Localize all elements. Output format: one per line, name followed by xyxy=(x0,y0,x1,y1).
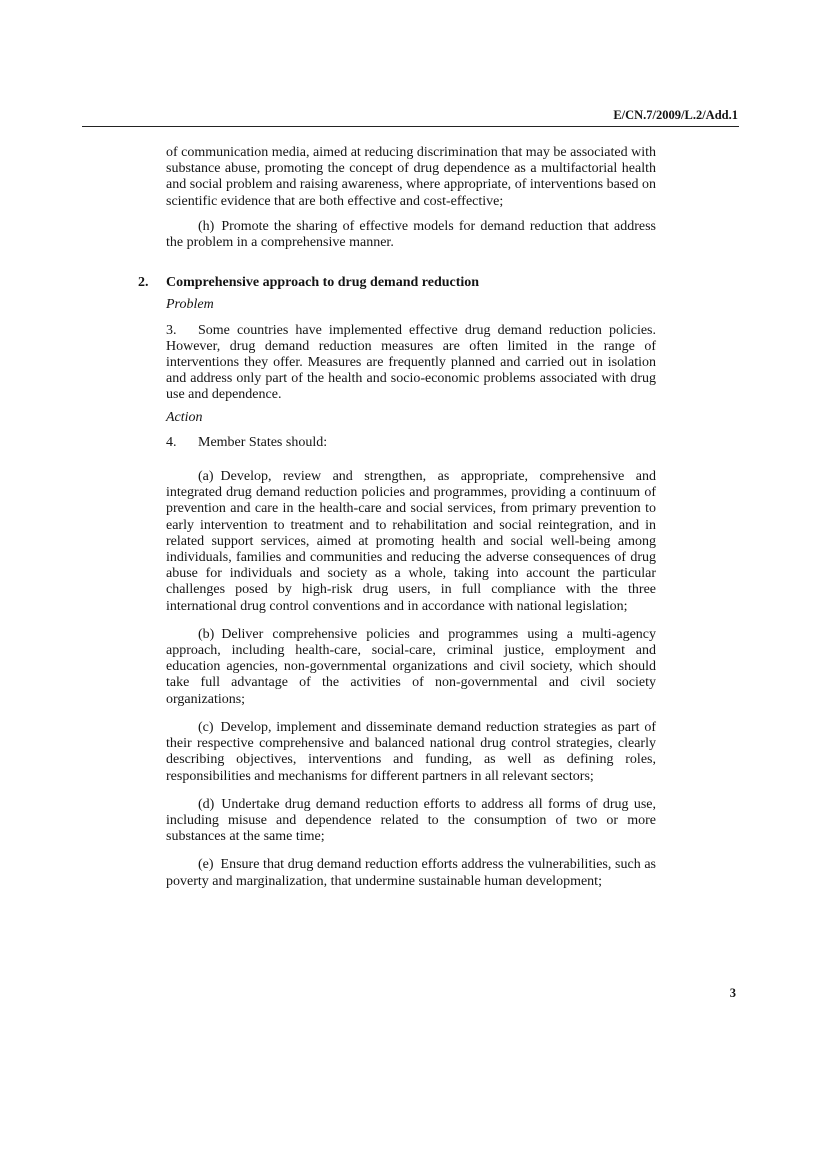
header-rule xyxy=(82,126,739,127)
section-number: 2. xyxy=(138,275,149,291)
paragraph-4-text: Member States should: xyxy=(198,434,328,450)
item-c-paragraph: (c) Develop, implement and disseminate demand reduction strategies as part of their respective comprehensive and balanced national drug control strategies, clearly describing objectives, interventions and funding, as well as defining roles, responsibilities and mechanisms for different partners in all relevant sectors; xyxy=(166,719,656,784)
document-body xyxy=(138,145,656,890)
paragraph-3 xyxy=(166,323,656,404)
section-title: Comprehensive approach to drug demand reduction xyxy=(166,275,480,291)
item-e-paragraph: (e) Ensure that drug demand reduction efforts address the vulnerabilities, such as poverty and marginalization, that undermine sustainable human development; xyxy=(166,857,656,889)
intro-continuation-paragraph: of communication media, aimed at reducing discrimination that may be associated with substance abuse, promoting the concept of drug dependence as a multifactorial health and social problem and raising awareness, where appropriate, of interventions based on scientific evidence that are both effective and cost-effective; xyxy=(166,145,656,209)
paragraph-3-text: Some countries have implemented effective drug demand reduction policies. However, drug demand reduction measures are often limited in the range of interventions they offer. Measures are frequently planned and carried out in isolation and address only part of the health and socio-economic problems associated with drug use and dependence. xyxy=(166,322,656,403)
paragraph-3-number: 3. xyxy=(166,322,177,338)
item-a-paragraph: (a) Develop, review and strengthen, as appropriate, comprehensive and integrated drug demand reduction policies and programmes, providing a continuum of prevention and care in the health-care and social services, from primary prevention to early intervention to treatment and to rehabilitation and social reintegration, and in related support services, aimed at promoting health and social well-being among individuals, families and communities and reducing the adverse consequences of drug abuse for individuals and society as a whole, taking into account the particular challenges posed by high-risk drug users, in full compliance with the three international drug control conventions and in accordance with national legislation; xyxy=(166,469,656,614)
item-d-paragraph: (d) Undertake drug demand reduction efforts to address all forms of drug use, including misuse and dependence related to the consumption of two or more substances at the same time; xyxy=(166,796,656,845)
item-h-paragraph: (h) Promote the sharing of effective models for demand reduction that address the problem in a comprehensive manner. xyxy=(166,218,656,251)
section-heading xyxy=(138,275,656,291)
action-subheading: Action xyxy=(166,409,203,425)
problem-subheading: Problem xyxy=(166,297,214,313)
paragraph-4-number: 4. xyxy=(166,434,177,450)
document-symbol: E/CN.7/2009/L.2/Add.1 xyxy=(613,108,738,122)
page-number: 3 xyxy=(729,986,736,1000)
paragraph-4 xyxy=(166,435,656,451)
item-b-paragraph: (b) Deliver comprehensive policies and programmes using a multi-agency approach, including health-care, social-care, criminal justice, employment and education agencies, non-governmental organizations and civil society, which should take full advantage of the activities of non-governmental and civil society organizations; xyxy=(166,626,656,707)
